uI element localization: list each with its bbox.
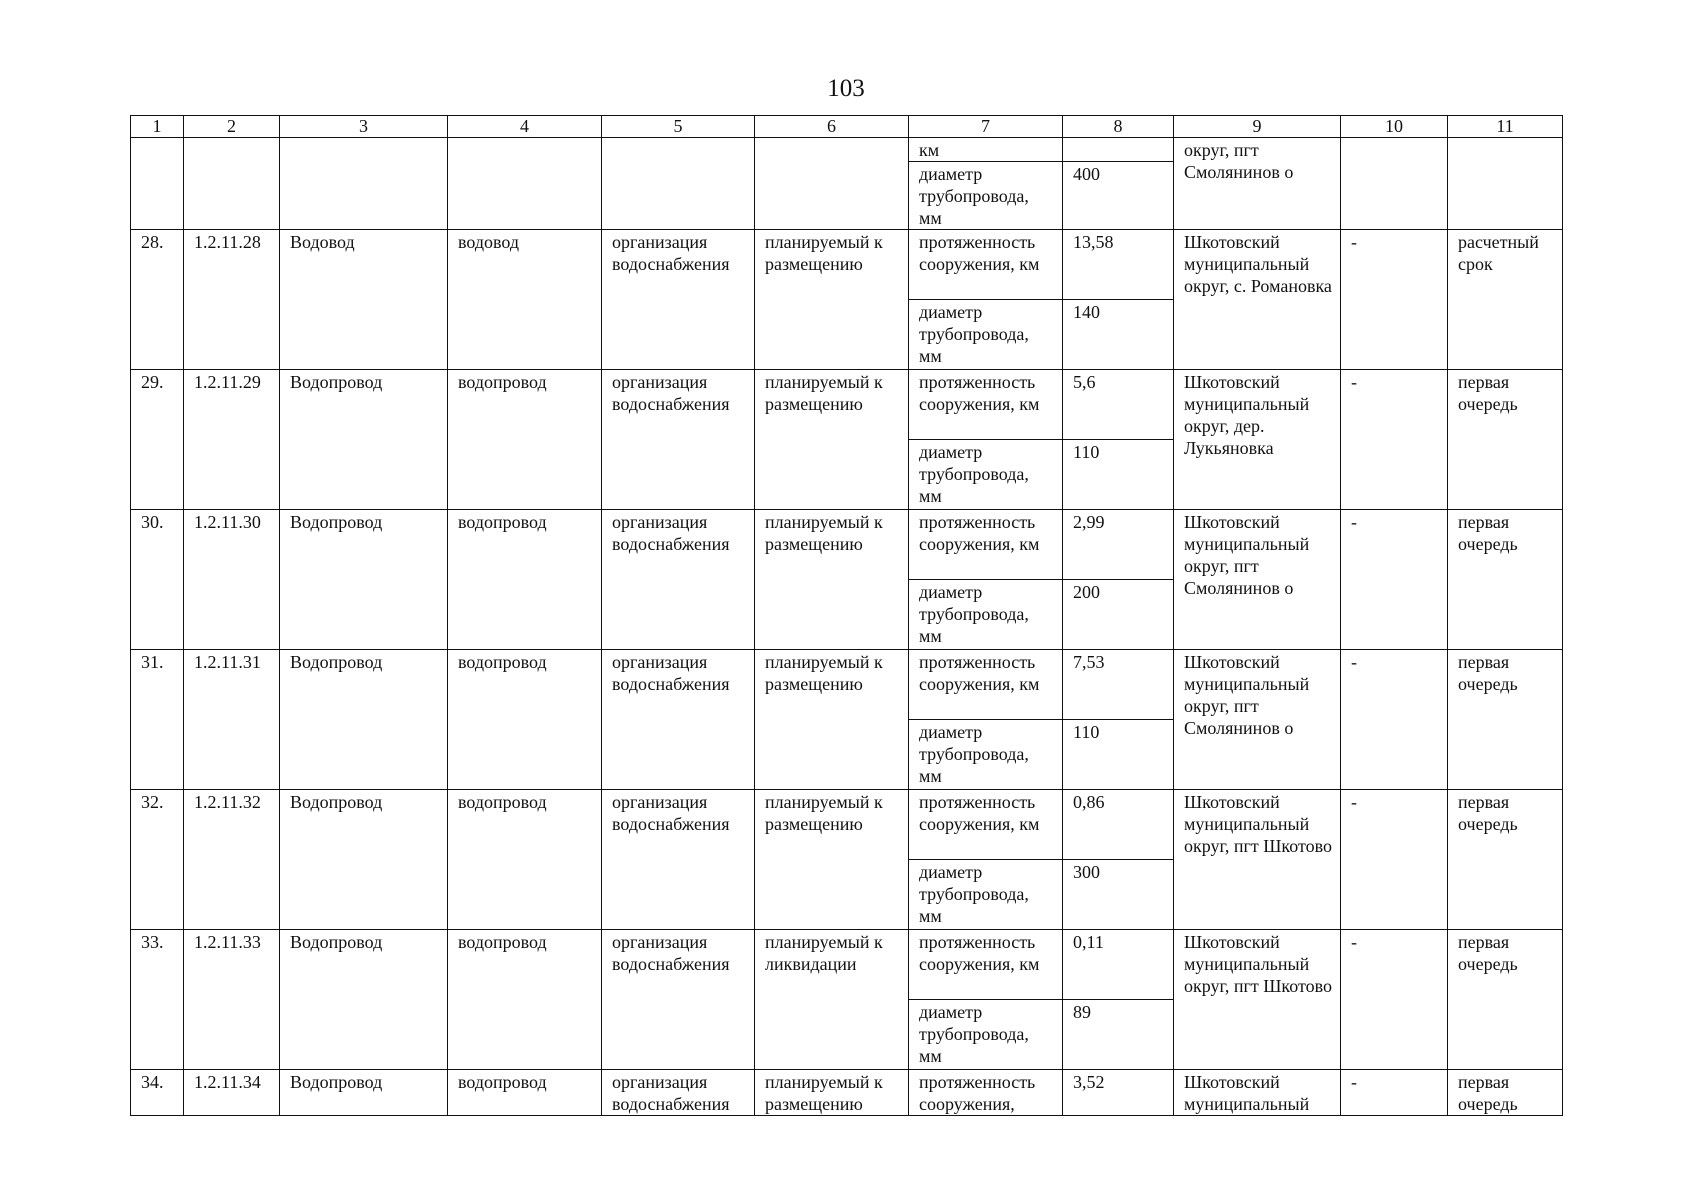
cell-param-value: 7,53 xyxy=(1063,650,1174,720)
cell-param-value: 0,86 xyxy=(1063,790,1174,860)
header-cell: 4 xyxy=(448,116,602,138)
cell-type: водопровод xyxy=(448,370,602,510)
header-cell: 2 xyxy=(184,116,280,138)
cell-col11: первая очередь xyxy=(1448,930,1563,1070)
header-cell: 10 xyxy=(1341,116,1448,138)
cell-type: водовод xyxy=(448,230,602,370)
table-row xyxy=(131,790,1563,860)
header-cell: 11 xyxy=(1448,116,1563,138)
cell-status: планируемый к размещению xyxy=(755,1070,909,1116)
cell-num: 34. xyxy=(131,1070,184,1116)
cell-col11: первая очередь xyxy=(1448,650,1563,790)
cell-param-value: 13,58 xyxy=(1063,230,1174,300)
header-cell: 1 xyxy=(131,116,184,138)
cell-param-value: 5,6 xyxy=(1063,370,1174,440)
cell-status: планируемый к размещению xyxy=(755,510,909,650)
cell-col11: первая очередь xyxy=(1448,370,1563,510)
cell-status: планируемый к размещению xyxy=(755,650,909,790)
cell-location: Шкотовский муниципальный xyxy=(1174,1070,1341,1116)
cell-purpose: организация водоснабжения xyxy=(602,1070,755,1116)
cell-location: Шкотовский муниципальный округ, пгт Шкотово xyxy=(1174,930,1341,1070)
cell-param-label: диаметр трубопровода, мм xyxy=(909,162,1063,230)
cell-code: 1.2.11.29 xyxy=(184,370,280,510)
table-row xyxy=(131,650,1563,720)
cell-col10: - xyxy=(1341,230,1448,370)
cell-name: Водопровод xyxy=(280,1070,448,1116)
cell-location: Шкотовский муниципальный округ, с. Романовка xyxy=(1174,230,1341,370)
table-row xyxy=(131,230,1563,300)
cell-param-value xyxy=(1063,138,1174,162)
cell-purpose: организация водоснабжения xyxy=(602,790,755,930)
cell-name: Водопровод xyxy=(280,370,448,510)
cell-col11 xyxy=(1448,138,1563,230)
cell-col11: первая очередь xyxy=(1448,1070,1563,1116)
header-cell: 9 xyxy=(1174,116,1341,138)
infrastructure-table xyxy=(130,115,1563,1116)
cell-param-label: диаметр трубопровода, мм xyxy=(909,440,1063,510)
cell-param-label: протяженность сооружения, км xyxy=(909,790,1063,860)
table-row-partial xyxy=(131,1070,1563,1116)
cell-location: Шкотовский муниципальный округ, пгт Смолянинов о xyxy=(1174,510,1341,650)
cell-param-label: протяженность сооружения, км xyxy=(909,370,1063,440)
cell-status: планируемый к размещению xyxy=(755,790,909,930)
cell-location: Шкотовский муниципальный округ, дер. Лукьяновка xyxy=(1174,370,1341,510)
cell-param-value: 0,11 xyxy=(1063,930,1174,1000)
table-row xyxy=(131,370,1563,440)
cell-purpose: организация водоснабжения xyxy=(602,930,755,1070)
cell-purpose: организация водоснабжения xyxy=(602,230,755,370)
cell-col10: - xyxy=(1341,790,1448,930)
cell-type xyxy=(448,138,602,230)
cell-param-value: 2,99 xyxy=(1063,510,1174,580)
cell-param-value: 3,52 xyxy=(1063,1070,1174,1116)
cell-param-value: 89 xyxy=(1063,1000,1174,1070)
cell-param-value: 140 xyxy=(1063,300,1174,370)
cell-location: округ, пгт Смолянинов о xyxy=(1174,138,1341,230)
cell-name: Водовод xyxy=(280,230,448,370)
cell-num: 30. xyxy=(131,510,184,650)
cell-num xyxy=(131,138,184,230)
cell-code: 1.2.11.34 xyxy=(184,1070,280,1116)
cell-purpose: организация водоснабжения xyxy=(602,650,755,790)
header-cell: 8 xyxy=(1063,116,1174,138)
cell-param-label: диаметр трубопровода, мм xyxy=(909,860,1063,930)
cell-status xyxy=(755,138,909,230)
cell-param-value: 300 xyxy=(1063,860,1174,930)
cell-col10: - xyxy=(1341,1070,1448,1116)
cell-name: Водопровод xyxy=(280,650,448,790)
table-row-continued xyxy=(131,138,1563,162)
cell-num: 29. xyxy=(131,370,184,510)
cell-param-value: 110 xyxy=(1063,440,1174,510)
cell-col10: - xyxy=(1341,370,1448,510)
cell-param-label: диаметр трубопровода, мм xyxy=(909,720,1063,790)
cell-param-label: протяженность сооружения, км xyxy=(909,930,1063,1000)
cell-status: планируемый к размещению xyxy=(755,370,909,510)
cell-param-label: диаметр трубопровода, мм xyxy=(909,1000,1063,1070)
cell-param-label: диаметр трубопровода, мм xyxy=(909,300,1063,370)
cell-code: 1.2.11.31 xyxy=(184,650,280,790)
cell-name: Водопровод xyxy=(280,510,448,650)
cell-col10 xyxy=(1341,138,1448,230)
cell-num: 31. xyxy=(131,650,184,790)
header-cell: 5 xyxy=(602,116,755,138)
cell-location: Шкотовский муниципальный округ, пгт Шкотово xyxy=(1174,790,1341,930)
cell-param-label: протяженность сооружения, км xyxy=(909,230,1063,300)
table-row xyxy=(131,510,1563,580)
cell-param-label: диаметр трубопровода, мм xyxy=(909,580,1063,650)
cell-col11: первая очередь xyxy=(1448,510,1563,650)
cell-type: водопровод xyxy=(448,650,602,790)
cell-purpose xyxy=(602,138,755,230)
cell-code: 1.2.11.28 xyxy=(184,230,280,370)
cell-type: водопровод xyxy=(448,790,602,930)
cell-param-label: км xyxy=(909,138,1063,162)
cell-num: 32. xyxy=(131,790,184,930)
cell-num: 33. xyxy=(131,930,184,1070)
cell-type: водопровод xyxy=(448,930,602,1070)
page-number: 103 xyxy=(827,75,865,102)
table-row xyxy=(131,930,1563,1000)
cell-col10: - xyxy=(1341,510,1448,650)
cell-status: планируемый к размещению xyxy=(755,230,909,370)
cell-type: водопровод xyxy=(448,510,602,650)
cell-status: планируемый к ликвидации xyxy=(755,930,909,1070)
cell-col11: первая очередь xyxy=(1448,790,1563,930)
cell-param-value: 110 xyxy=(1063,720,1174,790)
cell-name: Водопровод xyxy=(280,930,448,1070)
cell-purpose: организация водоснабжения xyxy=(602,370,755,510)
header-cell: 3 xyxy=(280,116,448,138)
cell-name: Водопровод xyxy=(280,790,448,930)
header-cell: 6 xyxy=(755,116,909,138)
cell-col10: - xyxy=(1341,930,1448,1070)
table-header-row xyxy=(131,116,1563,138)
cell-code: 1.2.11.30 xyxy=(184,510,280,650)
cell-param-label: протяженность сооружения, xyxy=(909,1070,1063,1116)
cell-purpose: организация водоснабжения xyxy=(602,510,755,650)
cell-type: водопровод xyxy=(448,1070,602,1116)
cell-location: Шкотовский муниципальный округ, пгт Смолянинов о xyxy=(1174,650,1341,790)
cell-param-label: протяженность сооружения, км xyxy=(909,510,1063,580)
cell-num: 28. xyxy=(131,230,184,370)
cell-param-value: 200 xyxy=(1063,580,1174,650)
cell-param-value: 400 xyxy=(1063,162,1174,230)
cell-code: 1.2.11.33 xyxy=(184,930,280,1070)
cell-code xyxy=(184,138,280,230)
header-cell: 7 xyxy=(909,116,1063,138)
table-body xyxy=(131,116,1563,1116)
cell-name xyxy=(280,138,448,230)
cell-param-label: протяженность сооружения, км xyxy=(909,650,1063,720)
cell-code: 1.2.11.32 xyxy=(184,790,280,930)
cell-col10: - xyxy=(1341,650,1448,790)
cell-col11: расчетный срок xyxy=(1448,230,1563,370)
